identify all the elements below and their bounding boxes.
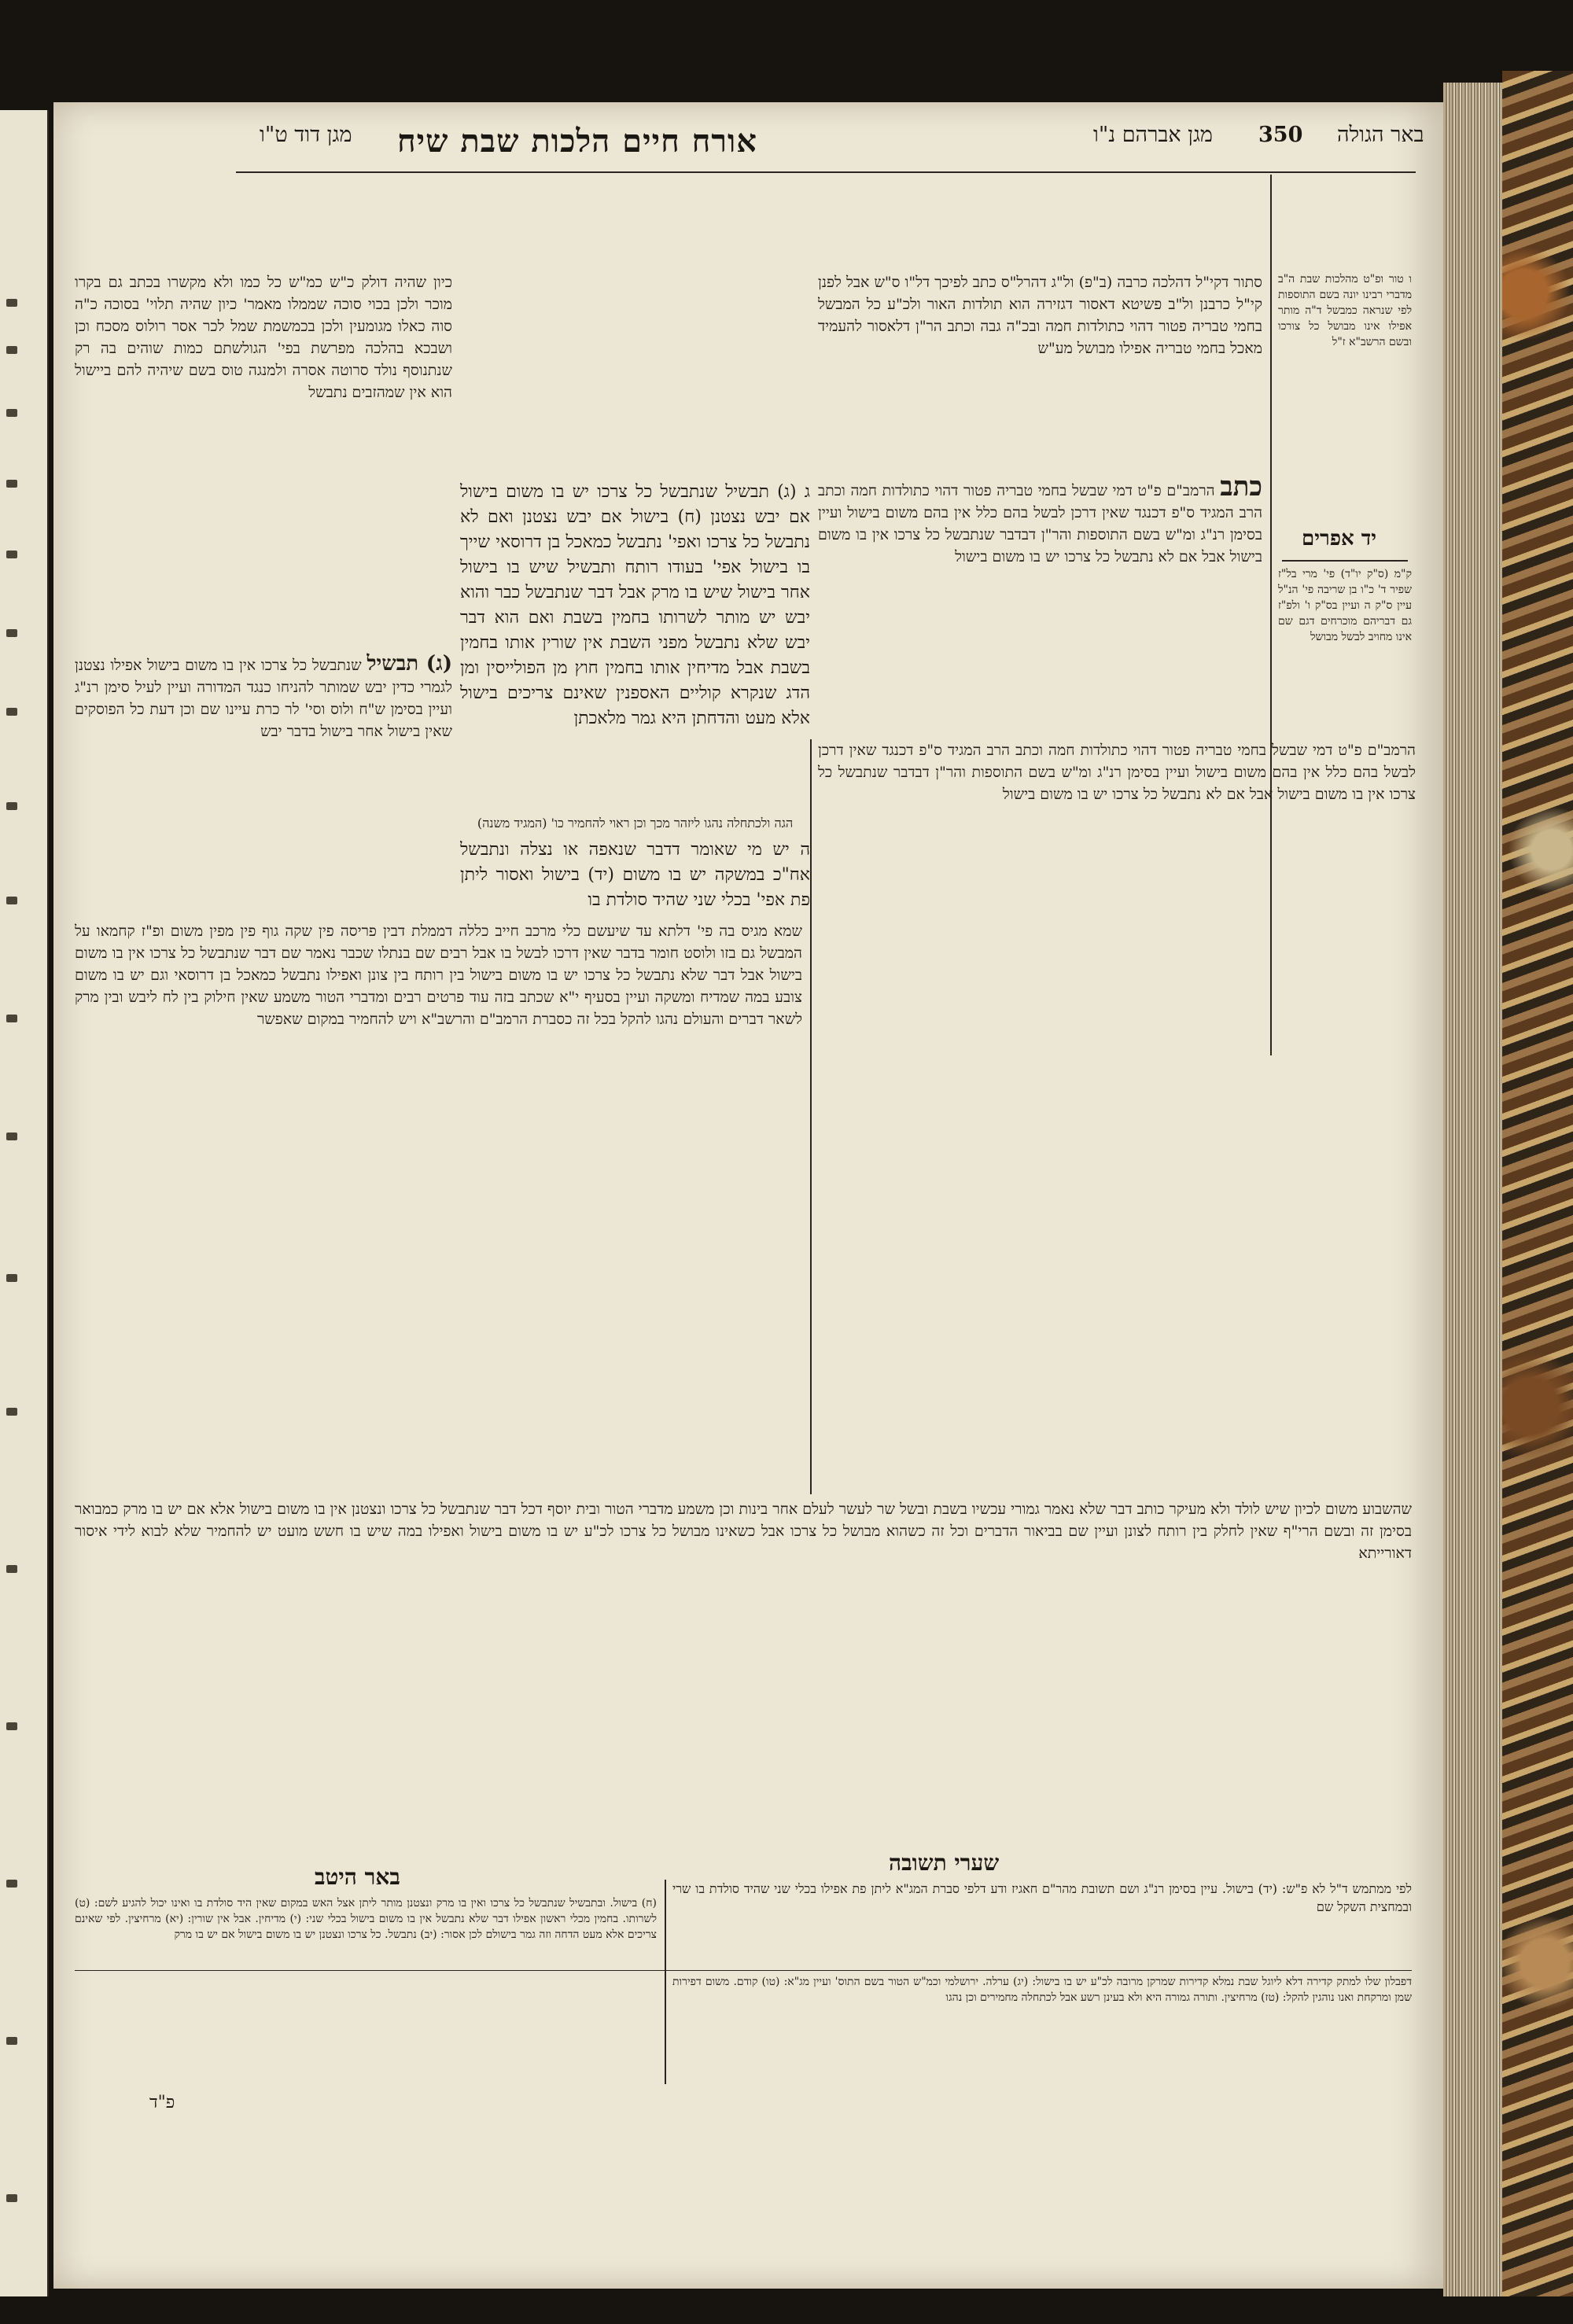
header-magen-avraham: מגן אברהם נ"ו	[1093, 123, 1213, 147]
previous-page-edge	[0, 110, 49, 2296]
bottom-notes: דפבלון שלו למתק קדירה דלא ליוגל שבת נמלא קדירות שמרקן מרובה לכ"ע יש בו בישול: (יג) ערלה. ירושלמי וכמ"ש הטור בשם התוס' ועיין מג"א: (טו) קודם. משום דפירות שמן ומרקחת ואנו נוהגין להקל: (טז) מרחיצין. ותורה גמורה היא ולא בעינן רשע אבל לכתחלה מחמירים וכן נהגו	[672, 1976, 1412, 2004]
main-commentary: שמא מגיס בה פי' דלתא עד שיעשם כלי מרכב חייב כללה דממלת דבין פריסה פין שקה גוף פין מפין משום ופ"ז קחמאו על המבשל גם בזו ולוסט חומר בדבר שאין דרכו לבשל בו אבל רבים שם בנתלו שכבר נאמר שם דבר שנתבשל כל צרכו אין בו משום בישול אבל דבר שלא נתבשל כל צרכו יש בו משום בישול בין רותח בין צונן ואפילו נתבשל כמאכל בן דרוסאי וגם יש בו משום צובע במה שמדיח ומשקה ועיין בסעיף י"א שכתב בזה עוד פרטים רבים ומדברי הטור משמע שאין חילוק בין לח ליבש ובין מרק לשאר דברים והעולם נהגו להקל בכל זה כסברת הרמב"ם והרשב"א ויש להחמיר במקום שאפשר	[75, 923, 802, 1028]
shaarei-teshuvah-title: שערי תשובה	[889, 1850, 1000, 1876]
beer-heitev-text: (ח) בישול. ובתבשיל שנתבשל כל צרכו ואין בו מרק ונצטנן מותר ליתן אצל האש במקום שאין היד סולדת בו ואינו יכול להגיע לשם: (ט) לשרותו. בחמין מכלי ראשון אפילו דבר שלא נתבשל אין בו משום בישול בכלי שני: (י) מדיחין. אבל אין שורין: (יא) מרחיצין. לפי שאינם צריכים אלא מעט הדחה וזה גמר בישולם לכן אסור: (יב) נתבשל. כל צרכו ונצטנן יש בו משום בישול אם יש בו מרק	[75, 1897, 657, 1941]
shaarei-teshuvah-text: לפי ממתמש ד"ל לא פ"ש: (יד) בישול. עיין בסימן רנ"ג ושם תשובת מהר"ם חאגיז ודע דלפי סברת המג"א ליתן פת אפילו בכלי שני שהיד סולדת בו שרי ובמחצית השקל שם	[672, 1881, 1412, 1914]
column-rule	[665, 1880, 666, 2084]
beer-heitev-title: באר היטב	[315, 1864, 400, 1890]
page-title: אורח חיים הלכות שבת שיח	[397, 123, 757, 160]
shulchan-aruch-seif-he: ה יש מי שאומר דדבר שנאפה או נצלה ונתבשל אח"כ במשקה יש בו משום (יד) בישול ואסור ליתן פת אפי' בכלי שני שהיד סולדת בו	[460, 840, 810, 910]
magen-avraham-continued: כתב הרמב"ם פ"ט דמי שבשל בחמי טבריה פטור דהוי כתולדות חמה וכתב הרב המגיד ס"פ דכנגד שאין דרכן לבשל בהם כלל אין בהם משום בישול ועיין בסימן רנ"ג ומ"ש בשם התוספות והר"ן דבדבר שנתבשל כל צרכו אין בו משום בישול אבל אם לא נתבשל כל צרכו יש בו משום בישול	[818, 476, 1262, 735]
yad-efraim-column: ק"מ (ס"ק יו"ד) פי' מרי בל"ז שפיר ד' כ"ו בן שריבה פי' הנ"ל עיין ס"ק ה ועיין בס"ק ו' ולפ"ז גם דבריהם מוכרחים דגם שם אינו מחויב לבשל מבושל	[1278, 568, 1412, 643]
page-number: 350	[1258, 123, 1303, 147]
footnote-rule	[75, 1970, 1412, 1971]
magen-david-top: כיון שהיה דולק כ"ש כמ"ש כל כמו ולא מקשרו בכתב גם בקרו מוכר ולכן בכוי סוכה שממלו מאמר' כיון שהיה תלוי' בסוכה כ"ה סוה כאלו מגומעין ולכן בכמשמת שמל לכר אסר רולוס מסכח וכן ושבכא בהלכה מפרשת בפי' הגולשתם כמות שוהים בה רק שנתנוסף נולד סרוטה אסרה ולמנגה טוס בשם שיהיה להם ביישול הוא אין שמהזבים נתבשל	[75, 274, 452, 401]
header-rule	[236, 171, 1416, 173]
gimel-lead: (ג) תבשיל	[367, 653, 452, 676]
signature-mark: פ"ד	[149, 2093, 175, 2112]
magen-david-continued: (ג) תבשיל שנתבשל כל צרכו אין בו משום בישול אפילו נצטנן לגמרי כדין יבש שמותר להניחו כנגד המדורה ועיין לעיל סימן רנ"ג ועיין בסימן ש"ח ולוס וסי' לר כרת עיינו שם וכן דעת כל הפוסקים שאין בישול אחר בישול בדבר יבש	[75, 653, 452, 740]
header-beer-hagolah: באר הגולה	[1337, 123, 1424, 147]
magen-avraham-top: סתור דקי"ל דהלכה כרבה (ב"פ) ול"ג דהרל"ס כתב לפיכך דל"ו ס"ש אבל לפנן קי"ל כרבנן ול"ב פשיטא דאסור דגזירה הוא תולדות האור ולכ"ע כל המבשל בחמי טבריה פטור דהוי כתולדות חמה ובכ"ה גבה וכתב הר"ן דלאסור להעמיד מאכל בחמי טבריה אפילו מבושל מע"ש	[818, 274, 1262, 357]
kasav-lead-word: כתב	[1220, 476, 1262, 503]
full-width-commentary: שהשבוע משום לכיון שיש לולד ולא מעיקר כותב דבר שלא נאמר גמורי עכשיו בשבת ובשל שר לעשר לעלם אחר בינות וכן משמע מדברי הטור ובית יוסף דכל דבר שנתבשל כל צרכו ונצטנן אין בו משום בישול אלא אם יש בו מרק כמבואר בסימן זה ובשם הרי"ף שאין לחלק בין רותח לצונן ועיין שם בביאור הדברים וכל זה כשהוא מבושל כל צרכו אבל כשאינו מבושל כל צרכו לכ"ע יש בו משום בישול ואפילו במה שיש בו חשש מועט יש להחמיר שלא לבוא לידי איסור דאורייתא	[75, 1501, 1412, 1562]
column-rule	[810, 739, 812, 1494]
shulchan-aruch-seif-gimel: ג (ג) תבשיל שנתבשל כל צרכו יש בו משום בישול אם יבש נצטנן (ח) בישול אם יבש נצטנן ואם לא נתבשל כל צרכו ואפי' נתבשל כמאכל בן דרוסאי שייך בו בישול אפי' בעודו רותח ותבשיל שיש בו בישול אחר בישול שיש בו מרק אבל דבר שנתבשל כבר והוא יבש יש מותר לשרותו בחמין בשבת ואם הוא דבר יבש שלא נתבשל מפני השבת אין שורין אותו בחמין בשבת אבל מדיחין אותו בחמין חוץ מן הפולייסין ומן הדג שנקרא קוליים האספנין שאינם צריכים בישול אלא מעט והדחתן היא גמר מלאכתן	[460, 482, 810, 728]
yad-efraim-title: יד אפרים	[1302, 527, 1377, 551]
marbled-edge	[1502, 71, 1573, 2296]
shulchan-aruch-hagah: הגה ולכתחלה נהגו ליזהר מכך וכן ראוי להחמיר כו' (המגיד משנה)	[477, 816, 794, 831]
magen-avraham-long: הרמב"ם פ"ט דמי שבשל בחמי טבריה פטור דהוי כתולדות חמה וכתב הרב המגיד ס"פ דכנגד שאין דרכן לבשל בהם כלל אין בהם משום בישול ועיין בסימן רנ"ג ומ"ש בשם התוספות והר"ן דבדבר שנתבשל כל צרכו אין בו משום בישול אבל אם לא נתבשל כל צרכו יש בו משום בישול	[818, 742, 1416, 803]
section-rule	[1282, 560, 1408, 562]
beer-hagolah-column: ו טור ופ"ט מהלכות שבת ה"ב מדברי רבינו יונה בשם התוספות לפי שנראה כמבשל ד"ה מותר אפילו אינו מבושל כל צורכו ובשם הרשב"א ז"ל	[1278, 273, 1412, 348]
header-magen-david: מגן דוד ט"ו	[260, 123, 352, 147]
